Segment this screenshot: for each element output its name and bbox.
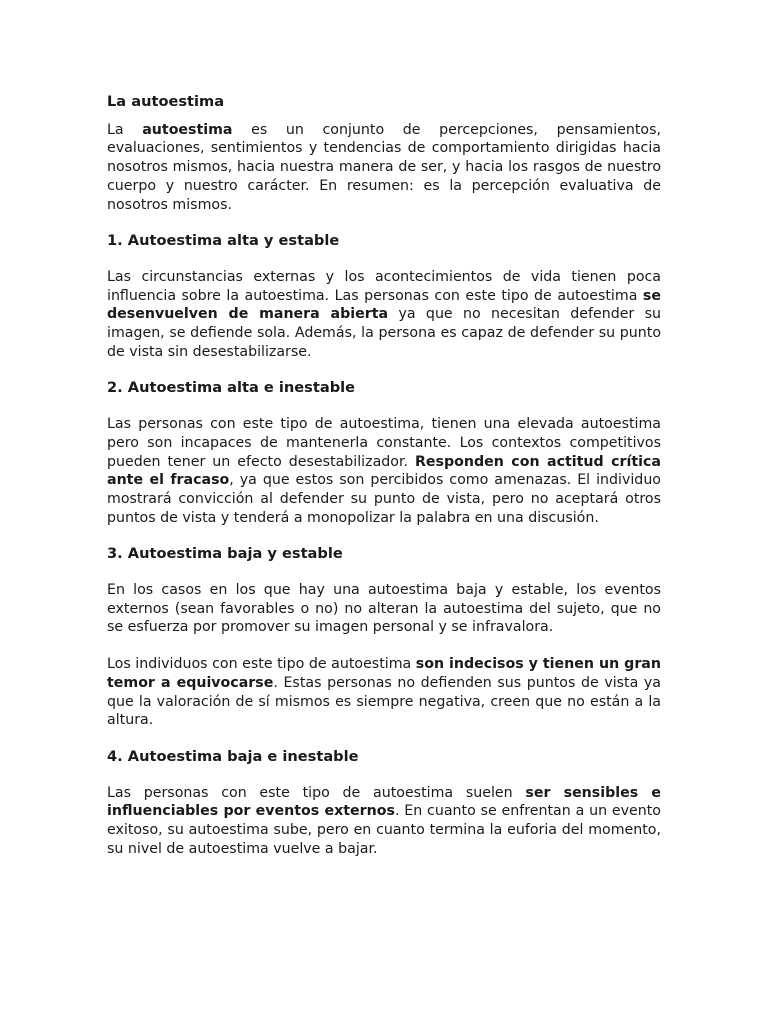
section-2-text-2: , ya que estos son percibidos como amenazas. El individuo mostrará convicción al defender su punto de vista, pero no aceptará otros puntos de vista y tenderá a monopolizar la palabra en una discusión.: [107, 472, 661, 526]
intro-paragraph: [107, 121, 661, 215]
section-2-text-1: Las personas con este tipo de autoestima, tienen una elevada autoestima pero son incapaces de mantenerla constante. Los contextos competitivos pueden tener un efecto desestabilizador.: [107, 416, 661, 470]
section-1-bold: se desenvuelven de manera abierta: [107, 287, 661, 323]
section-4-text-1: Las personas con este tipo de autoestima suelen: [107, 784, 526, 801]
section-4-bold: ser sensibles e influenciables por eventos externos: [107, 784, 661, 820]
section-1-paragraph: [107, 268, 661, 362]
section-2-heading: 2. Autoestima alta e inestable: [107, 379, 356, 397]
section-4-text-2: . En cuanto se enfrentan a un evento exitoso, su autoestima sube, pero en cuanto termina la euforia del momento, su nivel de autoestima vuelve a bajar.: [107, 803, 661, 857]
section-4-paragraph: [107, 784, 661, 859]
section-4-heading: 4. Autoestima baja e inestable: [107, 747, 359, 765]
intro-text-2: es un conjunto de percepciones, pensamientos, evaluaciones, sentimientos y tendencias de comportamiento dirigidas hacia nosotros mismos, hacia nuestra manera de ser, y hacia los rasgos de nuestro cuerpo y nuestro carácter. En resumen: es la percepción evaluativa de nosotros mismos.: [107, 121, 662, 213]
section-2-paragraph: [107, 415, 661, 527]
intro-text-1: La: [107, 121, 143, 138]
document-title: La autoestima: [107, 93, 225, 110]
section-1-text-1: Las circunstancias externas y los acontecimientos de vida tienen poca influencia sobre la autoestima. Las personas con este tipo de autoestima: [107, 268, 661, 304]
section-3-paragraph-1: [107, 581, 661, 637]
section-3-p2-text-1: Los individuos con este tipo de autoestima: [107, 656, 416, 673]
intro-bold: autoestima: [142, 121, 233, 138]
section-3-paragraph-2: [107, 655, 661, 730]
section-2-bold: Responden con actitud crítica ante el fracaso: [107, 453, 661, 489]
section-1-text-2: ya que no necesitan defender su imagen, se defiende sola. Además, la persona es capaz de defender su punto de vista sin desestabilizarse.: [107, 306, 661, 360]
document-page: [107, 93, 661, 859]
section-3-p2-bold: son indecisos y tienen un gran temor a equivocarse: [107, 656, 661, 691]
section-3-p2-text-2: . Estas personas no defienden sus puntos de vista ya que la valoración de sí mismos es siempre negativa, creen que no están a la altura.: [107, 674, 661, 729]
section-1-heading: 1. Autoestima alta y estable: [107, 232, 340, 250]
section-3-p1-text: En los casos en los que hay una autoestima baja y estable, los eventos externos (sean favorables o no) no alteran la autoestima del sujeto, que no se esfuerza por promover su imagen personal y se infravalora.: [107, 582, 661, 636]
section-3-heading: 3. Autoestima baja y estable: [107, 545, 343, 563]
